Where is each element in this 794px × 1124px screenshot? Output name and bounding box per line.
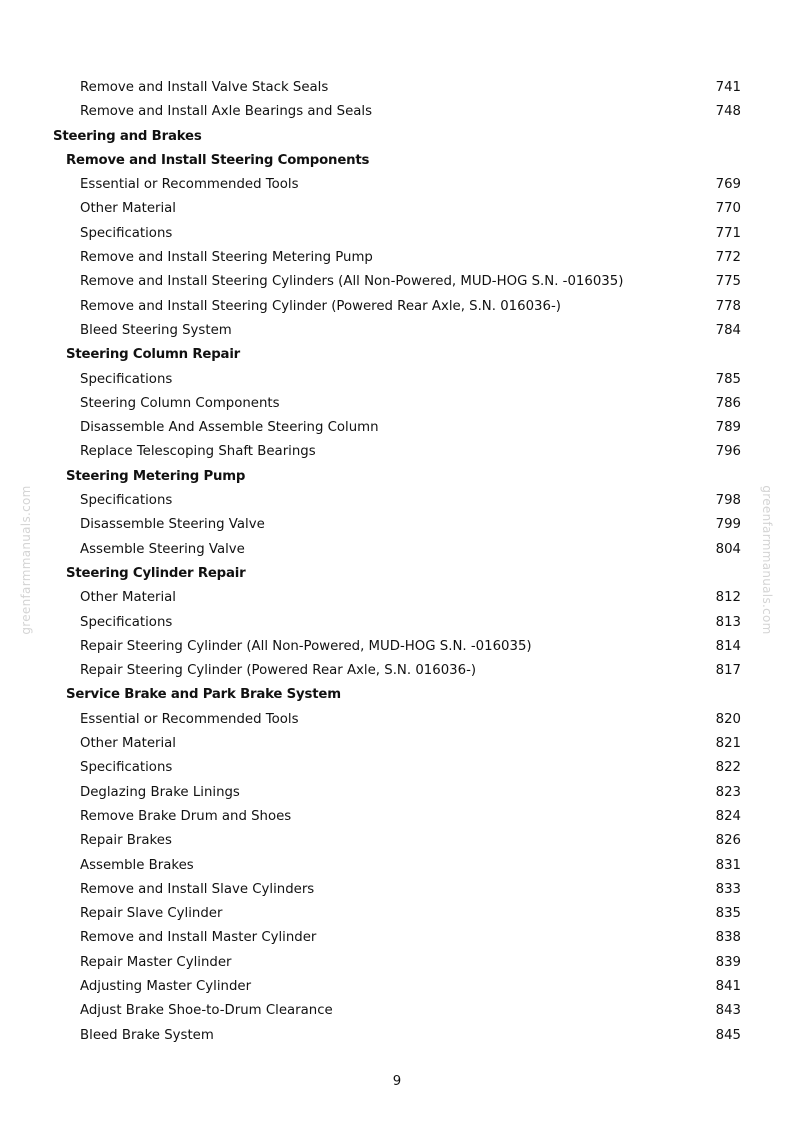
toc-entry-page: 769 (715, 177, 741, 193)
toc-entry-title: Remove and Install Slave Cylinders (80, 881, 315, 897)
watermark-left: greenfarmmanuals.com (19, 485, 33, 635)
toc-entry-title: Remove and Install Steering Cylinder (Powered Rear Axle, S.N. 016036-) (80, 298, 561, 314)
toc-entry-title: Disassemble Steering Valve (80, 517, 265, 533)
toc-entry-title: Other Material (80, 201, 176, 217)
toc-entry-page: 824 (715, 808, 741, 824)
toc-entry[interactable] (0, 100, 794, 124)
toc-entry[interactable] (0, 951, 794, 975)
toc-entry[interactable] (0, 295, 794, 319)
toc-entry-title: Steering and Brakes (53, 128, 202, 144)
toc-entry-title: Deglazing Brake Linings (80, 784, 240, 800)
toc-entry-page: 775 (715, 274, 741, 290)
toc-entry-title: Specifications (80, 493, 173, 509)
toc-entry-title: Steering Column Components (80, 395, 280, 411)
toc-entry[interactable] (0, 975, 794, 999)
toc-heading[interactable] (0, 149, 794, 173)
toc-entry-page: 804 (715, 541, 741, 557)
toc-entry[interactable] (0, 902, 794, 926)
toc-entry-title: Specifications (80, 371, 173, 387)
toc-entry-title: Remove and Install Master Cylinder (80, 930, 317, 946)
toc-entry-page: 820 (715, 711, 741, 727)
toc-entry-title: Service Brake and Park Brake System (66, 687, 341, 703)
toc-heading[interactable] (0, 125, 794, 149)
toc-entry-page: 778 (715, 298, 741, 314)
toc-entry[interactable] (0, 513, 794, 537)
toc-entry[interactable] (0, 708, 794, 732)
toc-entry[interactable] (0, 805, 794, 829)
toc-entry-title: Specifications (80, 760, 173, 776)
toc-entry-title: Other Material (80, 590, 176, 606)
toc-entry-title: Repair Steering Cylinder (All Non-Powered, MUD-HOG S.N. -016035) (80, 638, 532, 654)
toc-entry-title: Specifications (80, 225, 173, 241)
page-number: 9 (392, 1074, 402, 1089)
toc-entry-title: Steering Metering Pump (66, 468, 246, 484)
toc-entry-page: 833 (715, 881, 741, 897)
toc-entry[interactable] (0, 173, 794, 197)
toc-entry[interactable] (0, 781, 794, 805)
toc-entry-title: Essential or Recommended Tools (80, 177, 299, 193)
toc-entry-title: Remove and Install Axle Bearings and Seals (80, 104, 373, 120)
toc-entry-title: Adjust Brake Shoe-to-Drum Clearance (80, 1003, 333, 1019)
toc-entry-title: Remove and Install Steering Metering Pump (80, 250, 373, 266)
toc-entry-page: 835 (715, 906, 741, 922)
toc-entry-page: 770 (715, 201, 741, 217)
toc-entry[interactable] (0, 489, 794, 513)
toc-entry-title: Steering Column Repair (66, 347, 241, 363)
toc-entry-page: 826 (715, 833, 741, 849)
toc-entry[interactable] (0, 440, 794, 464)
toc-entry[interactable] (0, 586, 794, 610)
toc-entry[interactable] (0, 1024, 794, 1048)
toc-entry-title: Bleed Steering System (80, 322, 232, 338)
toc-entry-title: Assemble Brakes (80, 857, 194, 873)
toc-entry-title: Remove and Install Steering Components (66, 152, 370, 168)
toc-entry-page: 839 (715, 954, 741, 970)
toc-entry-page: 843 (715, 1003, 741, 1019)
toc-entry[interactable] (0, 270, 794, 294)
toc-entry-page: 784 (715, 322, 741, 338)
toc-entry-page: 771 (715, 225, 741, 241)
toc-entry-page: 814 (715, 638, 741, 654)
toc-entry[interactable] (0, 732, 794, 756)
toc-entry[interactable] (0, 368, 794, 392)
toc-entry[interactable] (0, 926, 794, 950)
toc-entry[interactable] (0, 416, 794, 440)
toc-entry-title: Repair Steering Cylinder (Powered Rear Axle, S.N. 016036-) (80, 663, 477, 679)
toc-heading[interactable] (0, 683, 794, 707)
toc-entry-page: 823 (715, 784, 741, 800)
toc-entry[interactable] (0, 611, 794, 635)
toc-entry-title: Specifications (80, 614, 173, 630)
toc-entry-title: Other Material (80, 736, 176, 752)
toc-entry[interactable] (0, 538, 794, 562)
toc-entry-page: 845 (715, 1027, 741, 1043)
toc-entry-page: 822 (715, 760, 741, 776)
toc-entry-title: Repair Master Cylinder (80, 954, 232, 970)
toc-entry-title: Adjusting Master Cylinder (80, 978, 252, 994)
toc-entry-title: Assemble Steering Valve (80, 541, 245, 557)
toc-entry[interactable] (0, 76, 794, 100)
toc-entry[interactable] (0, 878, 794, 902)
toc-entry-page: 799 (715, 517, 741, 533)
toc-entry-page: 789 (715, 420, 741, 436)
toc-entry-title: Essential or Recommended Tools (80, 711, 299, 727)
toc-entry-title: Remove and Install Valve Stack Seals (80, 80, 329, 95)
toc-entry[interactable] (0, 635, 794, 659)
toc-entry[interactable] (0, 197, 794, 221)
table-of-contents (0, 76, 794, 1048)
toc-entry-page: 748 (715, 104, 741, 120)
toc-entry-title: Repair Brakes (80, 833, 172, 849)
toc-entry-page: 831 (715, 857, 741, 873)
toc-entry[interactable] (0, 246, 794, 270)
toc-entry-title: Steering Cylinder Repair (66, 565, 246, 581)
toc-entry-page: 821 (715, 736, 741, 752)
toc-entry-page: 812 (715, 590, 741, 606)
toc-entry[interactable] (0, 659, 794, 683)
toc-entry-page: 813 (715, 614, 741, 630)
toc-entry[interactable] (0, 392, 794, 416)
watermark-right: greenfarmmanuals.com (760, 485, 774, 635)
toc-entry[interactable] (0, 829, 794, 853)
toc-entry-page: 796 (715, 444, 741, 460)
toc-entry-page: 817 (715, 663, 741, 679)
toc-entry[interactable] (0, 756, 794, 780)
toc-entry-page: 841 (715, 978, 741, 994)
toc-entry-title: Disassemble And Assemble Steering Column (80, 420, 379, 436)
toc-entry-title: Repair Slave Cylinder (80, 906, 223, 922)
toc-heading[interactable] (0, 343, 794, 367)
toc-entry-page: 772 (715, 250, 741, 266)
toc-heading[interactable] (0, 562, 794, 586)
toc-entry-page: 838 (715, 930, 741, 946)
toc-entry[interactable] (0, 222, 794, 246)
toc-entry[interactable] (0, 319, 794, 343)
toc-heading[interactable] (0, 465, 794, 489)
toc-entry-title: Remove and Install Steering Cylinders (All Non-Powered, MUD-HOG S.N. -016035) (80, 274, 624, 290)
toc-entry-page: 741 (715, 80, 741, 95)
toc-entry-title: Remove Brake Drum and Shoes (80, 808, 292, 824)
toc-entry-page: 798 (715, 493, 741, 509)
toc-entry[interactable] (0, 999, 794, 1023)
toc-entry-title: Bleed Brake System (80, 1027, 214, 1043)
toc-entry-page: 785 (715, 371, 741, 387)
toc-entry[interactable] (0, 854, 794, 878)
toc-entry-title: Replace Telescoping Shaft Bearings (80, 444, 316, 460)
toc-entry-page: 786 (715, 395, 741, 411)
